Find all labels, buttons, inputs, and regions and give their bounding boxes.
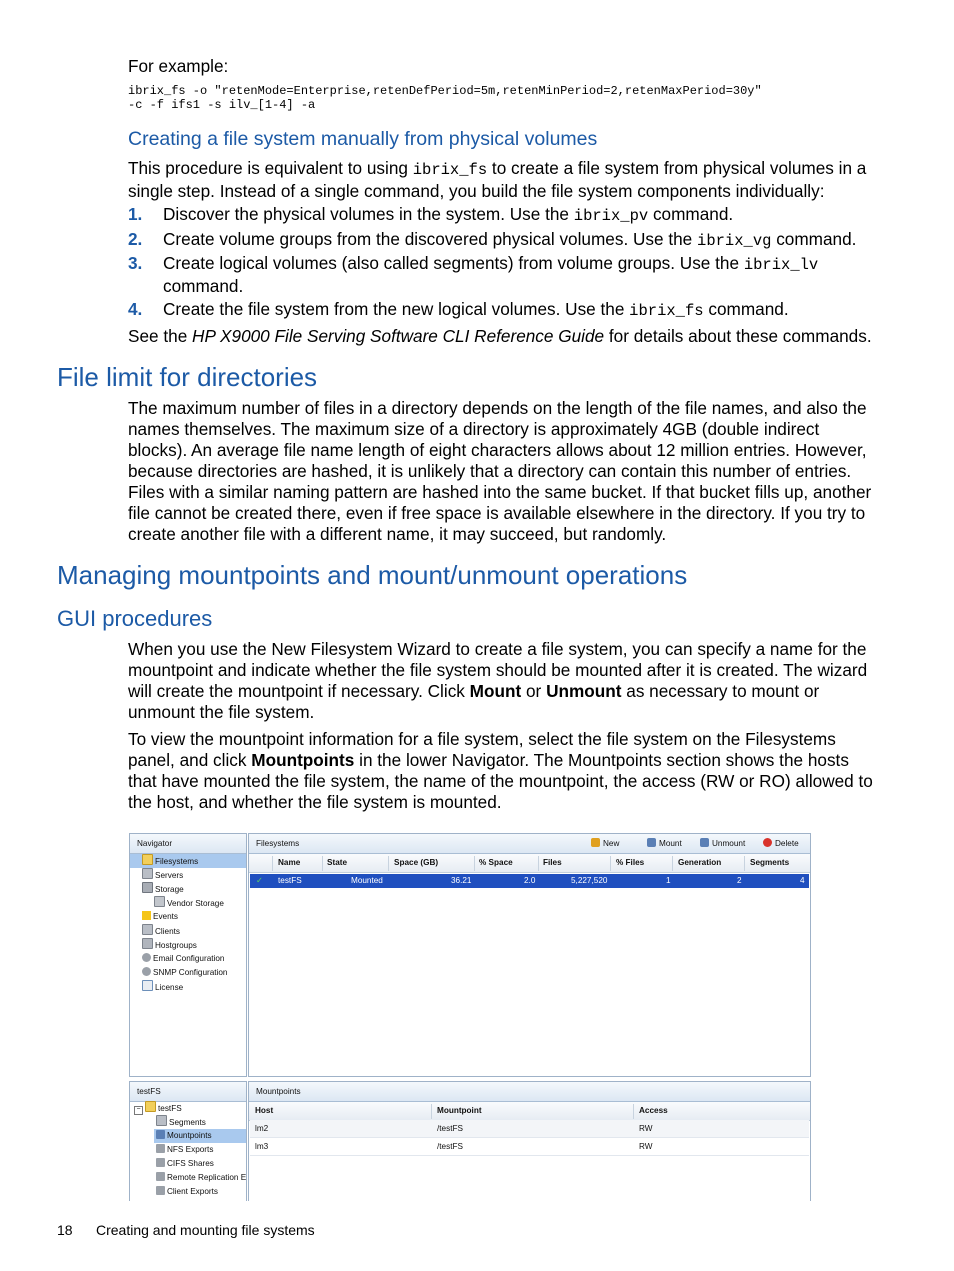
gear-icon: [142, 953, 151, 962]
mp-row-1[interactable]: [250, 1120, 809, 1138]
nfs-icon: [156, 1144, 165, 1153]
server-icon: [142, 868, 153, 879]
gui-p1-mount: Mount: [469, 681, 522, 701]
mount-button[interactable]: Mount: [647, 837, 682, 851]
collapse-icon: −: [134, 1106, 143, 1115]
proc-intro-a: This procedure is equivalent to using: [128, 158, 413, 178]
gui-p2-b: in the lower Navigator. The Mountpoints section shows the hosts that have mounted the file system, the name of the mountpoint, the access (RW or RO) allowed to the host, and whether the file system is mounted.: [128, 750, 873, 812]
fs-row-files: 5,227,520: [571, 876, 608, 885]
nav-item-clients[interactable]: Clients: [142, 924, 180, 938]
gui-p1-a: When you use the New Filesystem Wizard to create a file system, you can specify a name for the mountpoint and indicate whether the file system should be mounted after it is created. The wizard will create the mountpoint if necessary. Click: [128, 639, 868, 701]
lower-item-segments[interactable]: Segments: [156, 1115, 206, 1129]
section-title-mountpoints: Managing mountpoints and mount/unmount operations: [57, 560, 688, 590]
mp-table-header: [249, 1102, 810, 1121]
fs-row-testfs[interactable]: [250, 874, 809, 888]
unmount-icon: [700, 838, 709, 847]
gui-paragraph-1: [128, 639, 873, 723]
see-also-b: for details about these commands.: [604, 326, 872, 346]
gui-p1-unmount: Unmount: [546, 681, 622, 701]
fs-row-state: Mounted: [351, 876, 383, 885]
navigator-panel: [129, 833, 247, 1077]
replication-icon: [156, 1172, 165, 1181]
gui-p1-b: as necessary to mount or unmount the file system.: [128, 681, 820, 722]
mount-icon: [647, 838, 656, 847]
gui-paragraph-2: [128, 729, 873, 813]
step-2-cmd: ibrix_vg: [697, 232, 772, 250]
section-title-file-limit: File limit for directories: [57, 362, 318, 392]
events-icon: [142, 911, 151, 920]
step-3-number: 3.: [128, 253, 143, 273]
unmount-button[interactable]: Unmount: [700, 837, 745, 851]
proc-intro-b: to create a file system from physical volumes in a single step. Instead of a single command, you build the file system components individually:: [128, 158, 867, 201]
step-4-text-a: Create the file system from the new logical volumes. Use the: [163, 299, 630, 319]
lower-navigator-panel: [129, 1081, 247, 1201]
steps-list: [128, 204, 873, 319]
code-line-2: -c -f ifs1 -s ilv_[1-4] -a: [128, 97, 316, 112]
license-icon: [142, 980, 153, 991]
lower-item-testfs[interactable]: − testFS: [134, 1101, 182, 1115]
see-also-a: See the: [128, 326, 193, 346]
col-files[interactable]: Files: [543, 858, 562, 867]
mp-row-1-access: RW: [639, 1124, 653, 1133]
nav-item-hostgroups[interactable]: Hostgroups: [142, 938, 197, 952]
fs-row-space: 36.21: [451, 876, 472, 885]
gui-screenshot: [129, 833, 811, 1201]
step-3: [128, 253, 873, 297]
mp-row-2[interactable]: [250, 1138, 809, 1156]
pencil-icon: [591, 838, 600, 847]
section-body-file-limit: The maximum number of files in a directory depends on the length of the file names, and also the names themselves. The maximum size of a directory is approximately 4GB (double indirect blocks). An average file name length of eight characters allows about 12 million entries. However, because directories are hashed, it is unlikely that a directory can contain this number of entries. Files with a similar naming pattern are hashed into the same bucket. If that bucket fills up, another file cannot be created there, even if free space is available elsewhere in the directory. If you try to create another file with a different name, it may succeed, but randomly.: [128, 398, 872, 544]
nav-item-servers[interactable]: Servers: [142, 868, 183, 882]
gui-p2-mountpoints: Mountpoints: [251, 750, 355, 770]
step-2-text-b: command.: [771, 229, 857, 249]
delete-button[interactable]: Delete: [763, 837, 799, 851]
client-export-icon: [156, 1186, 165, 1195]
subheading: Creating a file system manually from physical volumes: [128, 128, 598, 150]
folder-icon: [142, 854, 153, 865]
col-access[interactable]: Access: [639, 1106, 668, 1115]
gui-procedures-title: GUI procedures: [57, 606, 213, 631]
nav-item-email-configuration[interactable]: Email Configuration: [142, 952, 224, 966]
check-icon: ✓: [256, 876, 263, 885]
col-space[interactable]: Space (GB): [394, 858, 439, 867]
mp-row-2-host: lm3: [255, 1142, 269, 1151]
step-2: [128, 229, 873, 252]
procedure-intro: [128, 158, 873, 202]
mp-row-1-mountpoint: /testFS: [437, 1124, 463, 1133]
folder-icon: [145, 1101, 156, 1112]
gui-p2-a: To view the mountpoint information for a file system, select the file system on the Filesystems panel, and click: [128, 729, 836, 770]
step-2-text-a: Create volume groups from the discovered physical volumes. Use the: [163, 229, 698, 249]
step-3-cmd: ibrix_lv: [743, 256, 819, 274]
col-pct-space[interactable]: % Space: [479, 858, 513, 867]
nav-item-snmp-configuration[interactable]: SNMP Configuration: [142, 966, 227, 980]
lower-item-mountpoints[interactable]: Mountpoints: [156, 1129, 212, 1143]
step-4-number: 4.: [128, 299, 143, 319]
storage-icon: [142, 882, 153, 893]
mp-row-2-access: RW: [639, 1142, 653, 1151]
intro-text: For example:: [128, 56, 229, 76]
gear-icon: [142, 967, 151, 976]
gui-p1-or: or: [521, 681, 547, 701]
hostgroups-icon: [142, 938, 153, 949]
mp-row-2-mountpoint: /testFS: [437, 1142, 463, 1151]
proc-intro-cmd: ibrix_fs: [412, 161, 488, 179]
nav-item-vendor-storage[interactable]: Vendor Storage: [154, 896, 224, 910]
code-line-1: ibrix_fs -o "retenMode=Enterprise,retenDefPeriod=5m,retenMinPeriod=2,retenMaxPeriod=30y": [128, 84, 762, 98]
lower-item-nfs-exports[interactable]: NFS Exports: [156, 1143, 213, 1157]
page-number: 18: [57, 1222, 73, 1238]
segments-icon: [156, 1115, 167, 1126]
step-1-text-a: Discover the physical volumes in the system. Use the: [163, 204, 574, 224]
nav-item-events[interactable]: Events: [142, 910, 178, 924]
step-4: [128, 299, 873, 322]
step-4-cmd: ibrix_fs: [629, 302, 704, 320]
footer-text: Creating and mounting file systems: [96, 1222, 315, 1238]
nav-item-filesystems[interactable]: Filesystems: [142, 854, 198, 868]
col-host[interactable]: Host: [255, 1106, 274, 1115]
fs-row-generation: 2: [737, 876, 742, 885]
navigator-title: Navigator: [130, 834, 246, 854]
filesystems-panel: [248, 833, 811, 1077]
step-1-cmd: ibrix_pv: [573, 207, 649, 225]
col-name[interactable]: Name: [278, 858, 301, 867]
mp-row-1-host: lm2: [255, 1124, 269, 1133]
col-mountpoint[interactable]: Mountpoint: [437, 1106, 482, 1115]
code-block: [128, 85, 762, 112]
col-generation[interactable]: Generation: [678, 858, 722, 867]
step-2-number: 2.: [128, 229, 143, 249]
mountpoints-title: Mountpoints: [249, 1082, 810, 1102]
lower-navigator-title: testFS: [130, 1082, 246, 1102]
vendor-storage-icon: [154, 896, 165, 907]
col-segments[interactable]: Segments: [750, 858, 790, 867]
step-1-text-b: command.: [648, 204, 734, 224]
nav-item-storage[interactable]: Storage: [142, 882, 184, 896]
step-1-number: 1.: [128, 204, 143, 224]
see-also: [128, 326, 888, 347]
new-button[interactable]: New: [591, 837, 619, 851]
lower-item-cifs-shares[interactable]: CIFS Shares: [156, 1157, 214, 1171]
step-4-text-b: command.: [703, 299, 789, 319]
fs-row-pct-files: 1: [666, 876, 671, 885]
nav-item-license[interactable]: License: [142, 980, 183, 994]
step-1: [128, 204, 873, 227]
mountpoints-panel: [248, 1081, 811, 1201]
step-3-text-a: Create logical volumes (also called segments) from volume groups. Use the: [163, 253, 744, 273]
delete-icon: [763, 838, 772, 847]
clients-icon: [142, 924, 153, 935]
lower-item-remote-replication[interactable]: Remote Replication E: [156, 1171, 246, 1185]
lower-item-client-exports[interactable]: Client Exports: [156, 1185, 218, 1199]
fs-row-segments: 4: [800, 876, 805, 885]
fs-row-name: testFS: [278, 876, 302, 885]
cifs-icon: [156, 1158, 165, 1167]
filesystems-title: Filesystems: [249, 834, 810, 854]
reference-guide-title: HP X9000 File Serving Software CLI Reference Guide: [192, 326, 605, 346]
col-pct-files[interactable]: % Files: [616, 858, 645, 867]
fs-row-pct-space: 2.0: [524, 876, 536, 885]
step-3-text-b: command.: [163, 276, 244, 296]
mountpoint-icon: [156, 1130, 165, 1139]
col-state[interactable]: State: [327, 858, 348, 867]
